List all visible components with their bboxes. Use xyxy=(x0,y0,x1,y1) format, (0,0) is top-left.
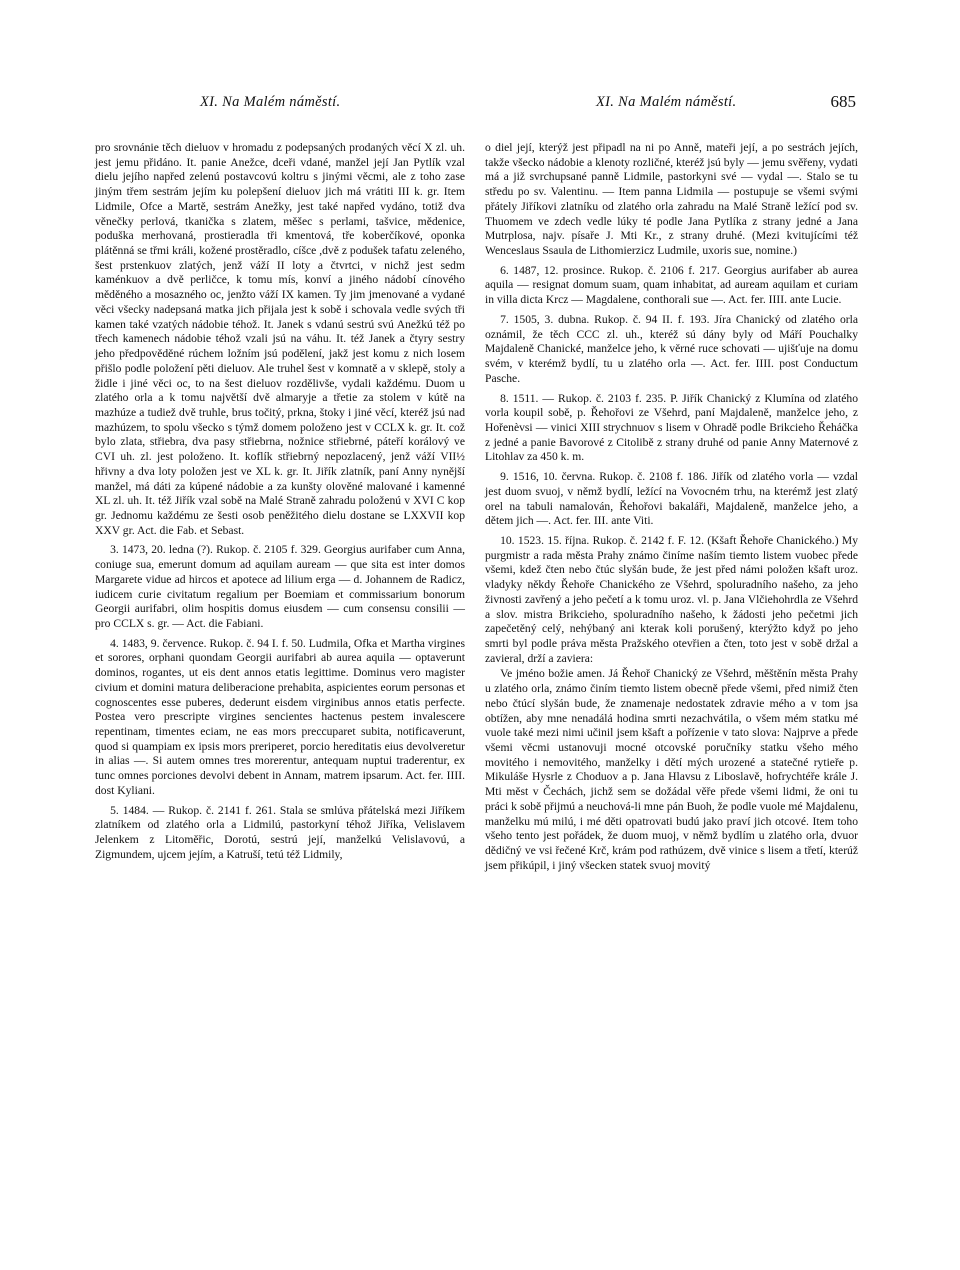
testament-text: Ve jméno božie amen. Já Řehoř Chanický ze Všehrd, měštěnín města Prahy u zlatého orla, známo činím tiemto listem obecně přede všemi, před nimiž čten nebo čtúcí slyšán bude, že znamenaje nedostatek zdravie mého a v tom jsa obtížen, aby mne nenadálá hodina smrti nezachvátila, o všem mém statku mé vuole také mezi nimi učinil jsem kšaft a pořízenie v tato slova: Najprve a přede všemi věcmi ustanovuji mocné otcovské poručníky statku všeho mého movitého i nemovitého, manželky i dětí mých urozené a statečné rytieře p. Mikuláše Hysrle z Choduov a p. Jana Hlavsu z Liboslavě, hofrychtéře krále J. Mti měst v Čechách, jichž sem se dožádal věře přede všemi lidmi, že oni tu práci k sobě přijmú a neuchová-li mne pán Buoh, že podle vuole mé Majdalenu, manželku mú milú, i mé děti opatrovati budú jako praví jich otcové. Item toho všeho tento jest pořádek, že duom muoj, v němž bydlím u zlatého orla, dvuor dědičný ve vsi řečené Krč, krám pod rathúzem, dvě vinice s lisem a třetí, kterúž jsem přikúpil, i jiný všecken statek svuoj movitý xyxy=(485,667,858,872)
right-column xyxy=(485,141,858,874)
entry-7: 7. 1505, 3. dubna. Rukop. č. 94 II. f. 193. Jíra Chanický od zlatého orla oznámil, že těch CCC zl. uh., kteréž sú dány byly od Máří Pouchalky Majdaleně Chanické, manželce jeho, k věrné ruce schovati — ujišťuje na domu svém, v kterémž bydlí, tu u zlatého orla —. Act. fer. IIII. post Conductum Pasche. xyxy=(485,312,858,385)
running-header xyxy=(88,94,868,118)
entry-4: 4. 1483, 9. července. Rukop. č. 94 I. f. 50. Ludmila, Ofka et Martha virgines et sorores, orphani quondam Georgii aurifabri ab aurea aquila — optaverunt dominos, rogantes, ut eis dent annos etatis legittime. Dominus vero magister civium et domini matura deliberacione prehabita, aspicientes eorum personas et cognoscentes esse puberes, dederunt eisdem virginibus annos etatis perfecte. Postea vero prescripte virgines sencientes hactenus pestem invalescere repentinam, timentes eciam, ne eas mors preccuparet subita, notificaverunt, quod si quampiam ex ipsis mors preriperet, porcio hereditatis eius devolveretur in alias —. Si autem omnes tres morerentur, antequam nuptui traderentur, ex tunc omnes porciones devolvi debent in Annam, matrem ipsarum. Act. fer. IIII. dost Kyliani. xyxy=(95,636,465,797)
entry-3: 3. 1473, 20. ledna (?). Rukop. č. 2105 f. 329. Georgius aurifaber cum Anna, coniuge sua, emerunt domum ad aquilam auream — que sita est inter domos Margarete vidue ad hircos et apotece ad lilium erga — d. Johannem de Radicz, iudicem curie civitatum regalium per Boemiam et commissarium bonorum Georgii aurifabri, olim hospitis domus eiusdem — cum consensu consilii — pro CCLX s. gr. — Act. die Fabiani. xyxy=(95,543,465,630)
entry-8: 8. 1511. — Rukop. č. 2103 f. 235. P. Jiřík Chanický z Klumína od zlatého vorla koupil sobě, p. Řehořovi ze Všehrd, paní Majdaleně, manželce jeho, z Hořenèvsi — vinici XIII strychnuov s lisem v Ohradě podle Brikcieho Řeháčka z jedné a panie Bavorové z Citolibě z strany druhé od panie Anny Maternové z Litohlav za 450 k. m. xyxy=(485,391,858,464)
entry-10: 10. 1523. 15. října. Rukop. č. 2142 f. F. 12. (Kšaft Řehoře Chanického.) My purgmistr a rada města Prahy známo činíme naším tiemto listem vuobec přede všemi, kdež čten nebo čtúc slyšán bude, že jest před námi položen kšaft uroz. vladyky někdy Řehoře Chanického ze Všehrd, spoluradního našeho, za jeho živnosti zavřený a jeho pečetí a k tomu uroz. vl. p. Jana Vlčiehohrdla ze Všehrd a slov. mistra Brikcieho, spoluradního našeho, k žádosti jeho pečetmi jich zapečetěný celý, nehýbaný ani kterak koli porušený, kterýžto když po jeho smrti byl podle práva města Pražského otevřien a čten, toto jest v sobě držal a zavieral, drží a zaviera: xyxy=(485,533,858,665)
entry-6: 6. 1487, 12. prosince. Rukop. č. 2106 f. 217. Georgius aurifaber ab aurea aquila — resignat domum suam, quam inhabitat, ad auream aquilam et curiam in villa dicta Krcz — Magdalene, conthorali sue —. Act. fer. IIII. ante Lucie. xyxy=(485,263,858,307)
entry-5: 5. 1484. — Rukop. č. 2141 f. 261. Stala se smlúva přátelská mezi Jiříkem zlatníkem od zlatého orla a Lidmilú, pastorkyní téhož Jiříka, Velislavem Jelenkem z Litoměřic, Dorotú, sestrú její, manželkú Velislavovú, a Zigmundem, ujcem jejím, a Katruší, tetú též Lidmily, xyxy=(95,803,465,861)
left-column xyxy=(95,141,465,863)
continued-paragraph: o diel její, kterýž jest připadl na ni po Anně, mateři její, a po sestrách jejích, takže všecko nádobie a klenoty rozličné, kteréž jsú byly — jemu svěřeny, vydati má a již svrchupsané panně Lidmile, pastorkyni své — vydal —. Stalo se tu středu po sv. Valentinu. — Item panna Lidmila — postupuje se všemi svými přátely Jiříkovi zlatníku od zlatého orla zahradu na Malé Straně ležící pod sv. Thuomem ve zdech vedle lúky té podle Jana Pytlíka z strany jedné a Jana Mutrplosa, najv. písaře J. Mti Kr., z strany druhé. (Mezi kvitujícími též Wenceslaus Ssaula de Lithomierzicz Ludmile, uxoris sue, nomine.) xyxy=(485,141,858,258)
continued-paragraph: pro srovnánie těch dieluov v hromadu z podepsaných prodaných věcí X zl. uh. jest jemu přidáno. It. panie Anežce, dceři vdané, manžel její Jan Pytlík vzal dielu jejího napřed zelenú postavcovú koltru s jinými věcmi, ale z toho zase jiným třem sestrám jejím ku polepšení dieluov jich má vrátiti III k. gr. Item Lidmile, Ofce a Martě, sestrám Anežky, jest také napřed vydáno, totiž dva věnečky perlová, tkanička s zlatem, měšec s perlami, tašvice, mědenice, poduška merhovaná, prostieradla tři kmentová, tře koberčíkové, oponka plátěnná se třmi králi, kožené prostěradlo, cíšce ,dvě z podušek tafatu zeleného, šest prstenkuov zlatých, jenž váží II loty a čtvrtci, v nichž jest sedm kaménkuov a dvě perličce, k tomu mís, konví a jiného nádobí cínového měděného a mosazného oc, jenžto váží IX kamen. Ty jim jmenované a vydané věci všecky nadepsaná matka jich přijala jest k sobě i schovala vedle svých tři kamen také vzatých nádobie téhož. It. Janek s vdanú sestrú svú Anežkú též po třech kamenech nádobie téhož vzali jsú na váhu. It. též Janek a čtyry sestry jeho předpověděné rúchem ložním jsú podělení, jakž jest komu z nich losem přišlo podle položení pěti dieluov. Ale truhel šest v komnatě a v sklepě, stoly a židle i jiné věci oc, to na šest dieluov rozdělivše, vydali každému. Duom u zlatého orla a k tomu najvětší dvě almaryje a třetie za stolem v kútě na mazhúze a tudiež dvě truhle, brus točitý, prkna, štoky i jiné věcí, kteréž jsú nad mazhúzem, to spolu všecko s týmž domem položeno jest v CCLX k. gr. It. což bylo zlata, střiebra, dva pasy střiebrna, nožnice střiebrné, páteří korálový ve CVI uh. zl. jest položeno. It. koflík střiebrný nepozlacený, jenž váží VII½ hřivny a dva loty položen jest ve XL k. gr. It. Jiřík zlatník, paní Anny nynější manžel, má dáti za kúpené nádobie a za kunšty olověné malované i kamenné XL zl. uh. It. též Jiřík vzal sobě na Malé Straně zahradu položenú v XVI C kop gr. Jednomu každému ze šesti osob peněžitého dielu dostane se LXXVII kop XXV gr. Act. die Fab. et Sebast. xyxy=(95,141,465,537)
running-title-left: XI. Na Malém náměstí. xyxy=(200,94,341,110)
page-number: 685 xyxy=(830,92,856,111)
entry-9: 9. 1516, 10. června. Rukop. č. 2108 f. 186. Jiřík od zlatého vorla — vzdal jest duom svuoj, v němž bydlí, ležící na Vovocném trhu, na kterémž jest zlatý orel na tabuli namalován, Řehořovi bakaláři, Majdaleně, manželce jeho, a dětem jich —. Act. fer. III. ante Viti. xyxy=(485,470,858,528)
running-title-right: XI. Na Malém náměstí. xyxy=(596,94,737,110)
